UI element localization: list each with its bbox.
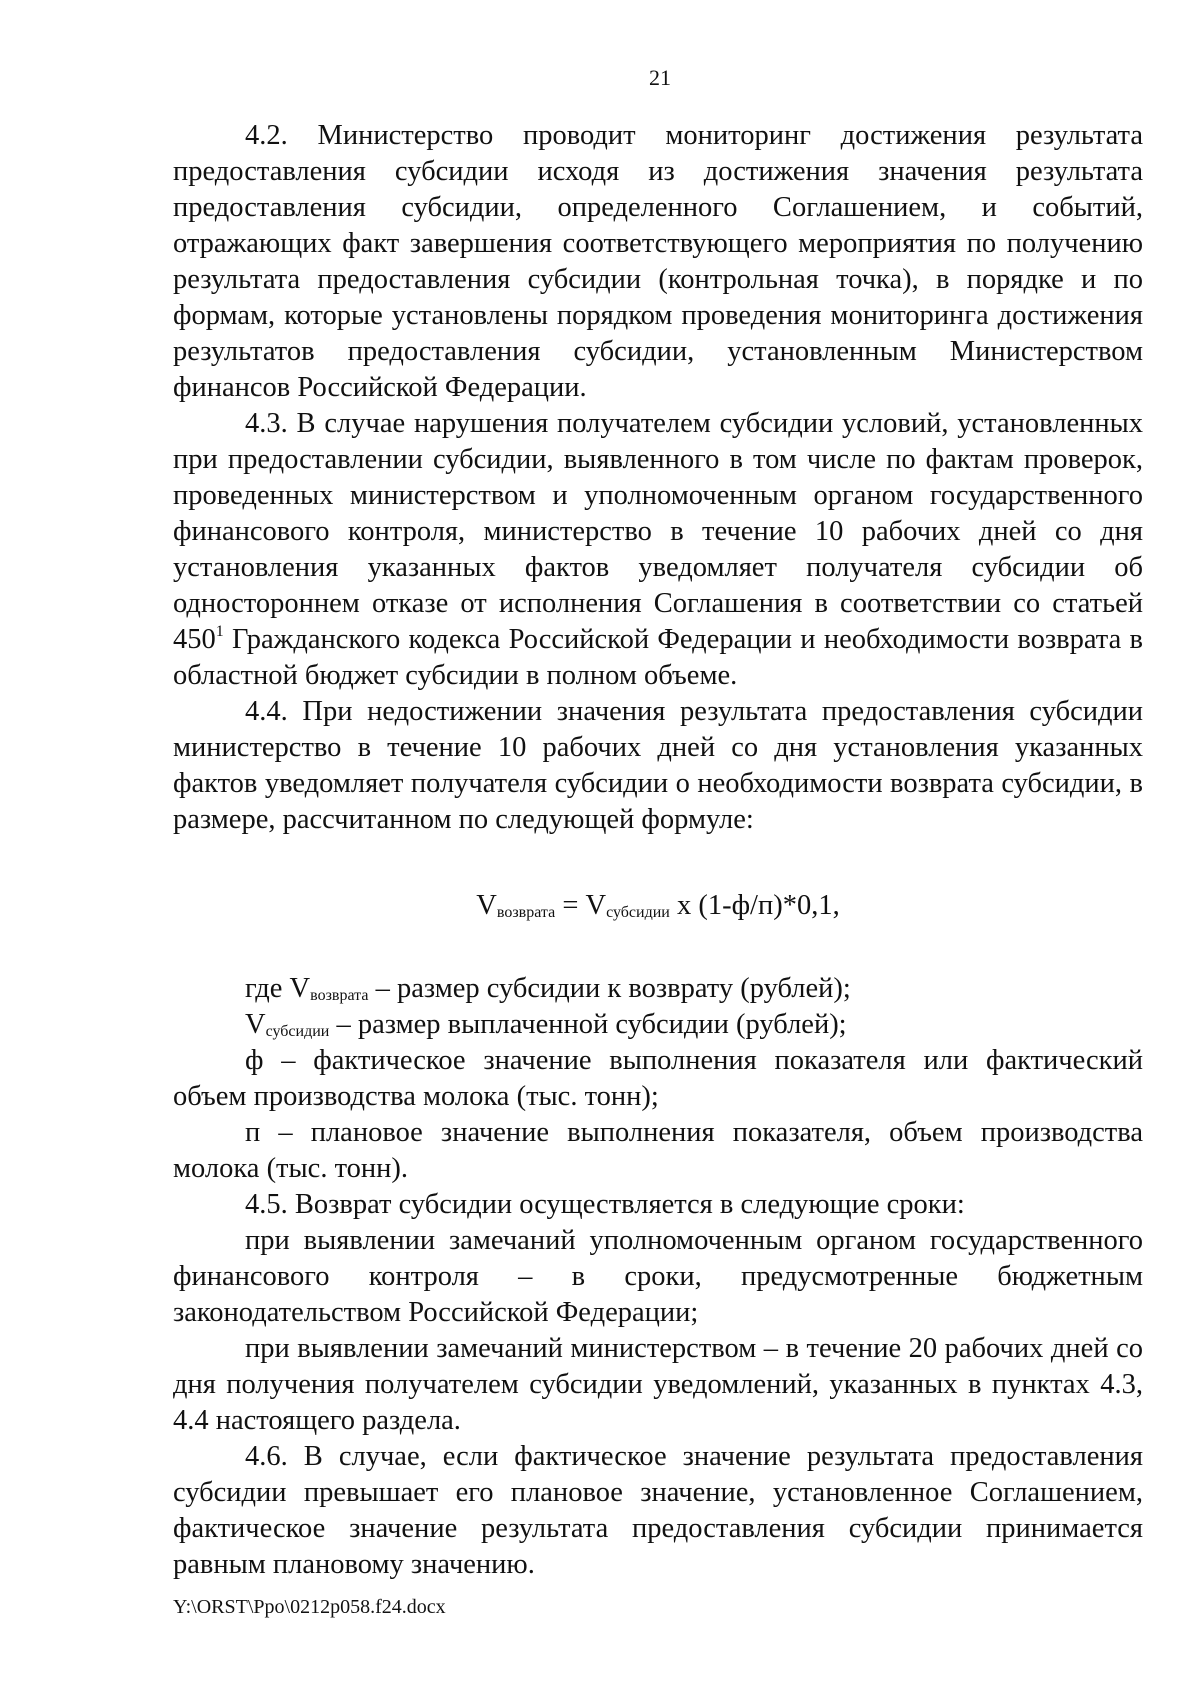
formula-v: V bbox=[476, 890, 497, 921]
file-path-footer: Y:\ORST\Ppo\0212p058.f24.docx bbox=[173, 1596, 446, 1618]
formula-sub-return: возврата bbox=[496, 904, 556, 921]
formula bbox=[173, 888, 1143, 924]
definition-v-return-sub: возврата bbox=[310, 987, 369, 1004]
paragraph-4-5-item-1: при выявлении замечаний уполномоченным органом государственного финансового контроля – в сроки, предусмотренные бюджетным законодательством Российской Федерации; bbox=[173, 1225, 1143, 1328]
definition-v-return-post: – размер субсидии к возврату (рублей); bbox=[368, 973, 851, 1004]
formula-rest: х (1-ф/п)*0,1, bbox=[669, 890, 840, 921]
paragraph-4-5-item-2: при выявлении замечаний министерством – в течение 20 рабочих дней со дня получения получателем субсидии уведомлений, указанных в пунктах 4.3, 4.4 настоящего раздела. bbox=[173, 1333, 1143, 1436]
paragraph-4-3-text: 4.3. В случае нарушения получателем субсидии условий, установленных при предоставлении субсидии, выявленного в том числе по фактам проверок, проведенных министерством и уполномоченным органом государственного финансового контроля, министерство в течение 10 рабочих дней со дня установления указанных фактов уведомляет получателя субсидии об одностороннем отказе от исполнения Соглашения в соответствии со статьей 450 bbox=[173, 408, 1143, 655]
definition-v-subsidy-post: – размер выплаченной субсидии (рублей); bbox=[329, 1009, 847, 1040]
paragraph-4-4: 4.4. При недостижении значения результата предоставления субсидии министерство в течение 10 рабочих дней со дня установления указанных фактов уведомляет получателя субсидии о необходимости возврата субсидии, в размере, рассчитанном по следующей формуле: bbox=[173, 696, 1143, 835]
definition-v-subsidy-sub: субсидии bbox=[265, 1023, 330, 1040]
definition-v-return-pre: где V bbox=[245, 973, 311, 1004]
paragraph-4-3 bbox=[173, 406, 1143, 694]
definition-v-return bbox=[173, 971, 1143, 1007]
formula-equals: = V bbox=[555, 890, 607, 921]
article-superscript: 1 bbox=[215, 623, 224, 640]
paragraph-4-2: 4.2. Министерство проводит мониторинг достижения результата предоставления субсидии исходя из достижения значения результата предоставления субсидии, определенного Соглашением, и событий, отражающих факт завершения соответствующего мероприятия по получению результата предоставления субсидии (контрольная точка), в порядке и по формам, которые установлены порядком проведения мониторинга достижения результатов предоставления субсидии, установленным Министерством финансов Российской Федерации. bbox=[173, 120, 1143, 403]
definition-v-subsidy-pre: V bbox=[245, 1009, 266, 1040]
page-number: 21 bbox=[649, 65, 671, 90]
definition-f: ф – фактическое значение выполнения показателя или фактический объем производства молока (тыс. тонн); bbox=[173, 1045, 1143, 1112]
document-body bbox=[173, 118, 1143, 1583]
definition-p: п – плановое значение выполнения показателя, объем производства молока (тыс. тонн). bbox=[173, 1117, 1143, 1184]
paragraph-4-5: 4.5. Возврат субсидии осуществляется в следующие сроки: bbox=[245, 1189, 965, 1220]
definition-v-subsidy bbox=[173, 1007, 1143, 1043]
paragraph-4-3-text-end: Гражданского кодекса Российской Федерации и необходимости возврата в областной бюджет субсидии в полном объеме. bbox=[173, 624, 1143, 691]
paragraph-4-6: 4.6. В случае, если фактическое значение результата предоставления субсидии превышает его плановое значение, установленное Соглашением, фактическое значение результата предоставления субсидии принимается равным плановому значению. bbox=[173, 1441, 1143, 1580]
formula-sub-subsidy: субсидии bbox=[606, 904, 670, 921]
